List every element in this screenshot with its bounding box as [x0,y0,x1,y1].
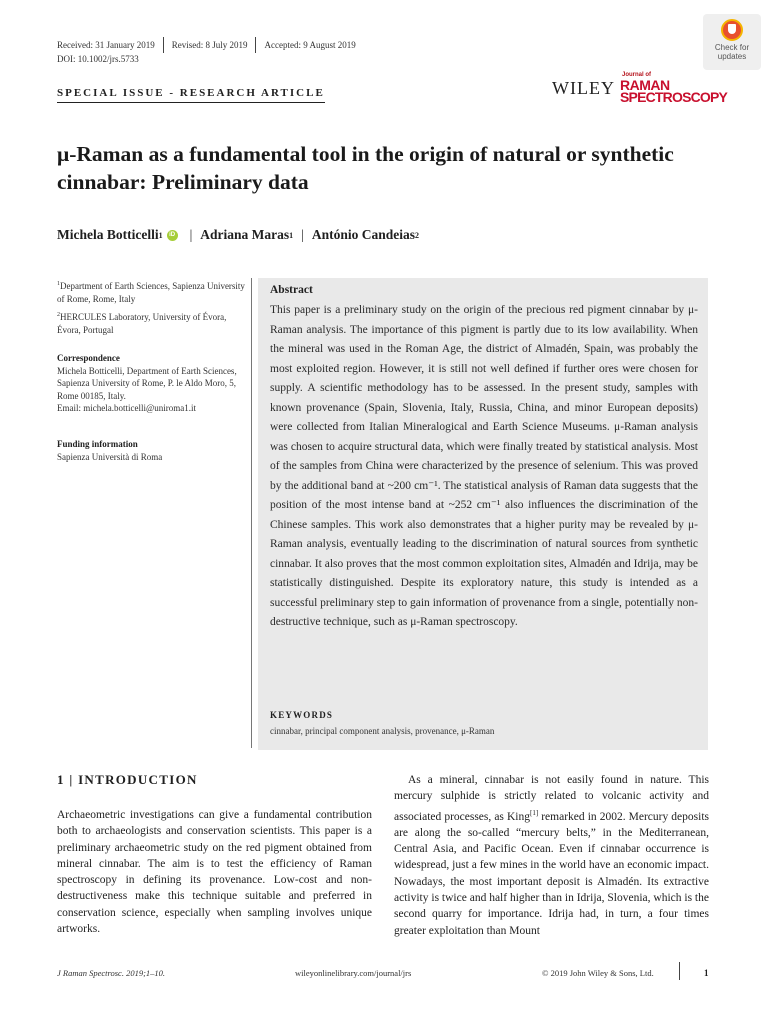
author-list [57,227,419,243]
citation-ref[interactable]: [1] [529,808,539,817]
crossmark-label: Check for updates [714,43,750,61]
correspondence-text: Michela Botticelli, Department of Earth Sciences, Sapienza University of Rome, P. le Aldo Moro, 5, Rome 00185, Italy. [57,365,237,401]
author-name[interactable]: Michela Botticelli [57,227,159,242]
abstract-heading: Abstract [270,284,313,296]
author-separator: | [189,227,193,242]
keywords-heading: KEYWORDS [270,710,334,720]
footer-divider [679,962,680,980]
column-divider [251,278,252,748]
journal-logo-line2: SPECTROSCOPY [620,89,728,105]
footer-citation: J Raman Spectrosc. 2019;1–10. [57,968,166,978]
page-number: 1 [704,968,709,978]
doi[interactable]: DOI: 10.1002/jrs.5733 [57,54,139,64]
received-date: Received: 31 January 2019 [57,40,155,50]
correspondence-heading: Correspondence [57,353,120,363]
footer-copyright: © 2019 John Wiley & Sons, Ltd. [542,968,654,978]
journal-logo-small: Journal of [622,72,652,78]
author-affil-sup: 2 [415,230,420,240]
article-title: μ-Raman as a fundamental tool in the origin of natural or synthetic cinnabar: Preliminary data [57,142,674,194]
section-heading: 1 | INTRODUCTION [57,772,198,787]
accepted-date: Accepted: 9 August 2019 [264,40,356,50]
author-name[interactable]: Adriana Maras [200,227,290,242]
affiliation-2 [57,309,247,336]
affil-text: Department of Earth Sciences, Sapienza University of Rome, Rome, Italy [57,281,245,304]
publisher-logo: WILEY [552,78,615,98]
funding-block [57,438,247,463]
author-name[interactable]: António Candeias [311,227,416,242]
article-dates [57,37,364,53]
abstract-text: This paper is a preliminary study on the origin of the precious red pigment cinnabar by μ-Raman analysis. The importance of this pigment is partly due to its low availability. When the mineral was used in the Roman Age, the district of Almadén, Spain, was probably the most exploited region. However, it is still not well defined if further ores were chosen for supply. A scientific methodology has to be assessed. In the present study, samples with known provenance (Spain, Slovenia, Italy, Russia, China, and minor European deposits) were collected from Italian Mineralogical and Earth Science Museums. μ-Raman analysis was chosen to acquire structural data, which were finally treated by statistical analysis. Most of the samples from China were characterized by the presence of selenium. This was proved by the additional band at ~200 cm⁻¹. The statistical analysis of Raman data suggests that the position of the most intense band at ~252 cm⁻¹ also influences the discrimination of the Chinese samples. This work also demonstrates that a higher purity may be revealed by μ-Raman analysis, eventually leading to the discrimination of natural sources from synthetic cinnabar. It also proves that the most common exploitation sites, Almadén and Idrija, may be statistically distinguished. Despite its exploratory nature, this study is intended as a successful preliminary step to gain information of provenance from a single, potentially non-destructive technique, such as μ-Raman spectroscopy. [270,304,698,628]
correspondence-block [57,352,247,415]
intro-left-column: Archaeometric investigations can give a fundamental contribution both to archaeologists and conservation scientists. This paper is a preliminary archaeometric study on the red pigment obtained from mineral cinnabar. The aim is to test the efficiency of Raman spectroscopy in defining its provenance. Low-cost and non-destructiveness make this technique suitable and preferred in conservation science, especially when sampling involves unique artworks. [57,809,372,936]
affil-sup: 1 [57,281,60,287]
affil-text: HERCULES Laboratory, University of Évora, Évora, Portugal [57,312,227,335]
journal-logo-line1: RAMAN [620,77,670,93]
funding-heading: Funding information [57,439,138,449]
funding-text: Sapienza Università di Roma [57,451,163,462]
intro-text: As a mineral, cinnabar is not easily found in nature. This mercury sulphide is strictly related to volcanic activity and associated processes, as King [394,774,709,823]
keywords-text: cinnabar, principal component analysis, provenance, μ-Raman [270,726,495,736]
intro-text: remarked in 2002. Mercury deposits are along the so-called “mercury belts,” in the Mediterranean, Central Asia, and Pacific Ocean. Even if cinnabar occurrence is widespread, just a few mines in the world have an economic impact. Nowadays, the most important deposit is Almadén. Its extractive activity is twice and half higher than in Idrija, Slovenia, which is the second quarry for importance. Idrija had, in turn, a four times greater exploitation than Mount [394,810,710,937]
affiliation-1 [57,278,247,305]
author-affil-sup: 1 [158,230,163,240]
intro-right-column [394,772,709,939]
footer-url[interactable]: wileyonlinelibrary.com/journal/jrs [295,968,412,978]
affil-sup: 2 [57,312,60,318]
author-separator: | [301,227,304,242]
crossmark-icon [721,19,743,41]
check-for-updates-button[interactable] [703,14,761,70]
email-link[interactable]: Email: michela.botticelli@uniroma1.it [57,403,197,413]
revised-date: Revised: 8 July 2019 [171,40,248,50]
author-affil-sup: 1 [289,230,294,240]
section-label: SPECIAL ISSUE - RESEARCH ARTICLE [57,87,325,103]
orcid-icon[interactable]: iD [167,230,178,241]
